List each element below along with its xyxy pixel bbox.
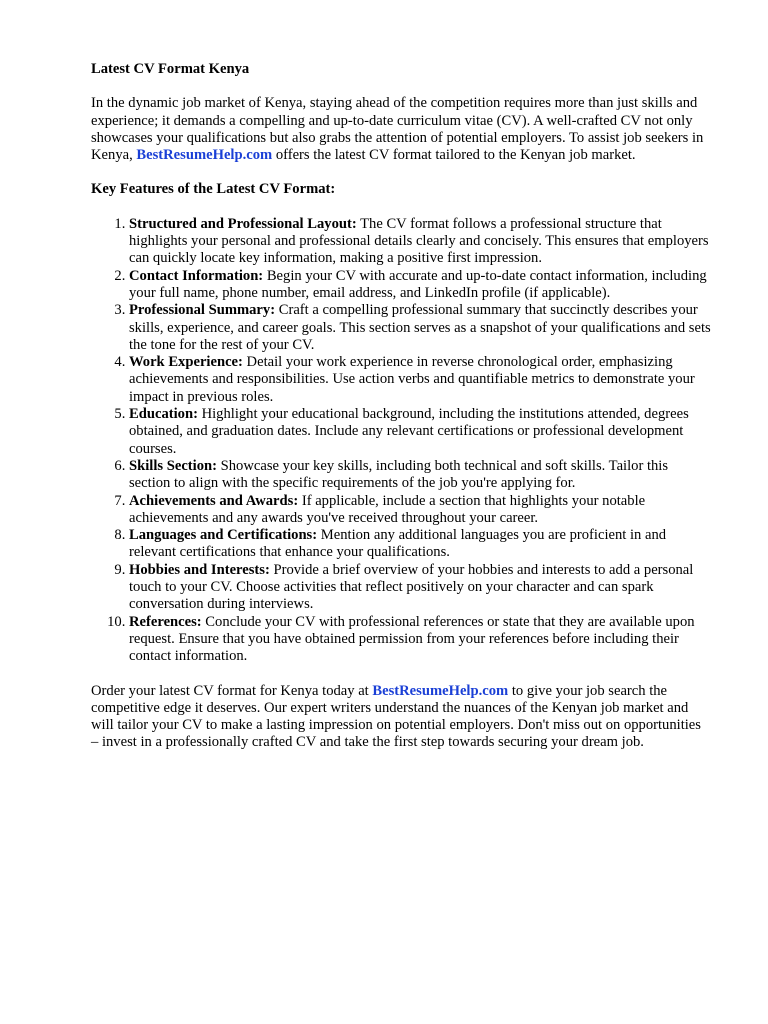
feature-desc: Highlight your educational background, including the institutions attended, degrees obtained, and graduation dates. Include any relevant certifications or professional development courses. bbox=[129, 406, 689, 457]
feature-term: Professional Summary: bbox=[129, 302, 276, 319]
document-title: Latest CV Format Kenya bbox=[91, 61, 250, 77]
feature-term: Structured and Professional Layout: bbox=[129, 215, 357, 232]
feature-desc: Provide a brief overview of your hobbies and interests to add a personal touch to your CV. Choose activities that reflect positively on your character and can spark conversation during interviews. bbox=[129, 561, 694, 613]
feature-term: References: bbox=[129, 613, 202, 630]
bestresumehelp-link-intro[interactable]: BestResumeHelp.com bbox=[136, 147, 273, 164]
list-item bbox=[129, 268, 711, 303]
features-list bbox=[91, 216, 711, 666]
closing-text-before-link: Order your latest CV format for Kenya today at bbox=[91, 682, 373, 699]
feature-term: Contact Information: bbox=[129, 267, 264, 284]
list-item bbox=[129, 354, 711, 406]
feature-term: Education: bbox=[129, 406, 198, 423]
closing-text-after-link: to give your job search the competitive edge it deserves. Our expert writers understand the nuances of the Kenyan job market and will tailor your CV to make a lasting impression on potential employers. Don't miss out on opportunities – invest in a professionally crafted CV and take the first step towards securing your dream job. bbox=[91, 682, 701, 751]
feature-desc: Conclude your CV with professional references or state that they are available upon request. Ensure that you have obtained permission from your references before including their contact information. bbox=[129, 613, 695, 665]
list-item bbox=[129, 458, 711, 493]
document-page bbox=[91, 61, 711, 769]
feature-term: Languages and Certifications: bbox=[129, 527, 318, 544]
feature-term: Skills Section: bbox=[129, 457, 217, 474]
list-item bbox=[129, 216, 711, 268]
intro-text-after-link: offers the latest CV format tailored to the Kenyan job market. bbox=[272, 147, 636, 164]
list-item bbox=[129, 614, 711, 666]
intro-paragraph bbox=[91, 95, 711, 164]
feature-term: Work Experience: bbox=[129, 354, 243, 371]
list-item bbox=[129, 562, 711, 614]
list-item bbox=[129, 406, 711, 458]
feature-desc: Begin your CV with accurate and up-to-date contact information, including your full name, phone number, email address, and LinkedIn profile (if applicable). bbox=[129, 267, 707, 301]
list-item bbox=[129, 527, 711, 562]
feature-desc: Showcase your key skills, including both technical and soft skills. Tailor this section to align with the specific requirements of the job you're applying for. bbox=[129, 457, 669, 492]
feature-desc: Detail your work experience in reverse chronological order, emphasizing achievements and responsibilities. Use action verbs and quantifiable metrics to demonstrate your impact in previous roles. bbox=[129, 354, 695, 405]
list-item bbox=[129, 493, 711, 528]
feature-desc: Craft a compelling professional summary that succinctly describes your skills, experience, and career goals. This section serves as a snapshot of your qualifications and sets the tone for the rest of your CV. bbox=[129, 302, 711, 353]
features-heading: Key Features of the Latest CV Format: bbox=[91, 181, 336, 198]
feature-term: Achievements and Awards: bbox=[129, 492, 299, 509]
intro-text-before-link: In the dynamic job market of Kenya, staying ahead of the competition requires more than just skills and experience; it demands a compelling and up-to-date curriculum vitae (CV). A well-crafted CV not only showcases your qualifications but also grabs the attention of potential employers. To assist job seekers in Kenya, bbox=[91, 95, 704, 164]
feature-desc: Mention any additional languages you are proficient in and relevant certifications that enhance your qualifications. bbox=[129, 527, 667, 561]
closing-paragraph bbox=[91, 683, 711, 752]
feature-desc: If applicable, include a section that highlights your notable achievements and any awards you've received throughout your career. bbox=[129, 492, 646, 526]
list-item bbox=[129, 302, 711, 354]
feature-term: Hobbies and Interests: bbox=[129, 561, 270, 578]
bestresumehelp-link-closing[interactable]: BestResumeHelp.com bbox=[372, 682, 509, 699]
feature-desc: The CV format follows a professional structure that highlights your personal and professional details clearly and concisely. This ensures that employers can quickly locate key information, making a positive first impression. bbox=[129, 215, 709, 267]
